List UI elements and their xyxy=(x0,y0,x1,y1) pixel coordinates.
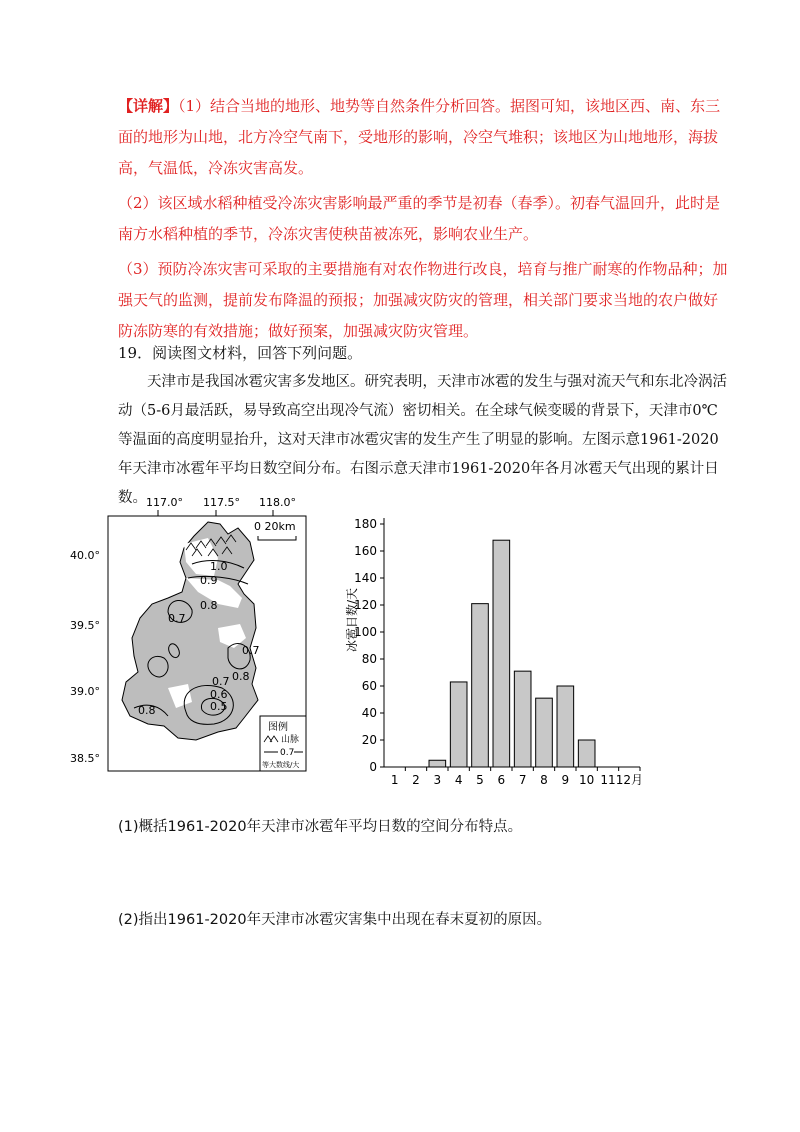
x-tick-label: 8 xyxy=(540,773,548,787)
legend-isoline: 等大数线/大 xyxy=(262,761,300,769)
hail-map xyxy=(68,488,348,778)
x-tick-label: 7 xyxy=(518,773,527,787)
x-tick-label: 6 xyxy=(497,773,506,787)
bar xyxy=(578,740,595,767)
x-tick-label: 12月 xyxy=(615,773,643,787)
bar xyxy=(557,686,574,767)
contour-label: 0.7 xyxy=(168,612,186,625)
lat-label: 39.0° xyxy=(70,685,100,698)
contour-label: 0.6 xyxy=(210,688,228,701)
lat-label: 39.5° xyxy=(70,619,100,632)
contour-label: 0.5 xyxy=(210,700,228,713)
x-tick-label: 11 xyxy=(600,773,616,787)
contour-label: 0.7 xyxy=(242,644,260,657)
question-material: 天津市是我国冰雹灾害多发地区。研究表明，天津市冰雹的发生与强对流天气和东北冷涡活动（5-6月最活跃，易导致高空出现冷气流）密切相关。在全球气候变暖的背景下，天津市0℃等温面的高度明显抬升，这对天津市冰雹灾害的发生产生了明显的影响。左图示意1961-2020年天津市冰雹年平均日数空间分布。右图示意天津市1961-2020年各月冰雹天气出现的累计日数。 xyxy=(118,374,727,506)
y-tick-label: 0 xyxy=(369,760,377,774)
analysis-p2: （2）该区域水稻种植受冷冻灾害影响最严重的季节是初春（春季）。初春气温回升，此时是南方水稻种植的季节，冷冻灾害使秧苗被冻死，影响农业生产。 xyxy=(118,194,721,243)
contour-label: 0.8 xyxy=(138,704,156,717)
x-tick-label: 10 xyxy=(579,773,595,787)
sub-question-2: (2)指出1961-2020年天津市冰雹灾害集中出现在春末夏初的原因。 xyxy=(118,912,552,928)
y-tick-label: 60 xyxy=(361,679,377,693)
scale-label: 0 20km xyxy=(254,520,296,533)
analysis-p1 xyxy=(118,91,730,184)
lat-label: 38.5° xyxy=(70,752,100,765)
x-tick-label: 3 xyxy=(433,773,442,787)
lon-label: 117.5° xyxy=(203,496,240,509)
hail-bar-chart xyxy=(340,500,660,790)
analysis-tag: 【详解】 xyxy=(118,97,179,115)
y-tick-label: 40 xyxy=(361,706,377,720)
bar xyxy=(514,671,531,767)
bar xyxy=(450,682,467,767)
question-title: 19．阅读图文材料，回答下列问题。 xyxy=(118,344,363,362)
y-tick-label: 180 xyxy=(354,517,377,531)
contour-label: 0.9 xyxy=(200,574,218,587)
x-tick-label: 1 xyxy=(390,773,399,787)
y-tick-label: 20 xyxy=(361,733,377,747)
y-tick-label: 160 xyxy=(354,544,377,558)
sub-question-1: (1)概括1961-2020年天津市冰雹年平均日数的空间分布特点。 xyxy=(118,819,523,835)
y-tick-label: 120 xyxy=(354,598,377,612)
y-tick-label: 140 xyxy=(354,571,377,585)
bar xyxy=(493,540,510,767)
legend-mountain: 山脉 xyxy=(281,735,300,745)
legend-value: 0.7 xyxy=(280,748,295,758)
analysis-block xyxy=(118,91,730,347)
bar xyxy=(429,760,446,767)
contour-label: 0.8 xyxy=(232,670,250,683)
legend-title: 图例 xyxy=(268,722,288,733)
analysis-p3: （3）预防冷冻灾害可采取的主要措施有对农作物进行改良，培育与推广耐寒的作物品种；加强天气的监测，提前发布降温的预报；加强减灾防灾的管理，相关部门要求当地的农户做好防冻防寒的有效措施；做好预案，加强减灾防灾管理。 xyxy=(118,260,728,340)
bar xyxy=(472,604,489,767)
x-tick-label: 2 xyxy=(412,773,420,787)
lon-label: 117.0° xyxy=(146,496,183,509)
x-tick-label: 9 xyxy=(561,773,570,787)
bar xyxy=(536,698,553,767)
lat-label: 40.0° xyxy=(70,549,100,562)
y-axis-label: 冰雹日数/天 xyxy=(345,587,359,653)
y-tick-label: 100 xyxy=(354,625,377,639)
contour-label: 1.0 xyxy=(210,560,228,573)
contour-label: 0.7 xyxy=(212,675,230,688)
lon-label: 118.0° xyxy=(259,496,296,509)
y-tick-label: 80 xyxy=(361,652,377,666)
x-tick-label: 4 xyxy=(454,773,463,787)
analysis-p1-text: （1）结合当地的地形、地势等自然条件分析回答。据图可知，该地区西、南、东三面的地形为山地，北方冷空气南下，受地形的影响，冷空气堆积；该地区为山地地形，海拔高，气温低，冷冻灾害高发。 xyxy=(118,97,721,177)
contour-label: 0.8 xyxy=(200,599,218,612)
x-tick-label: 5 xyxy=(476,773,484,787)
